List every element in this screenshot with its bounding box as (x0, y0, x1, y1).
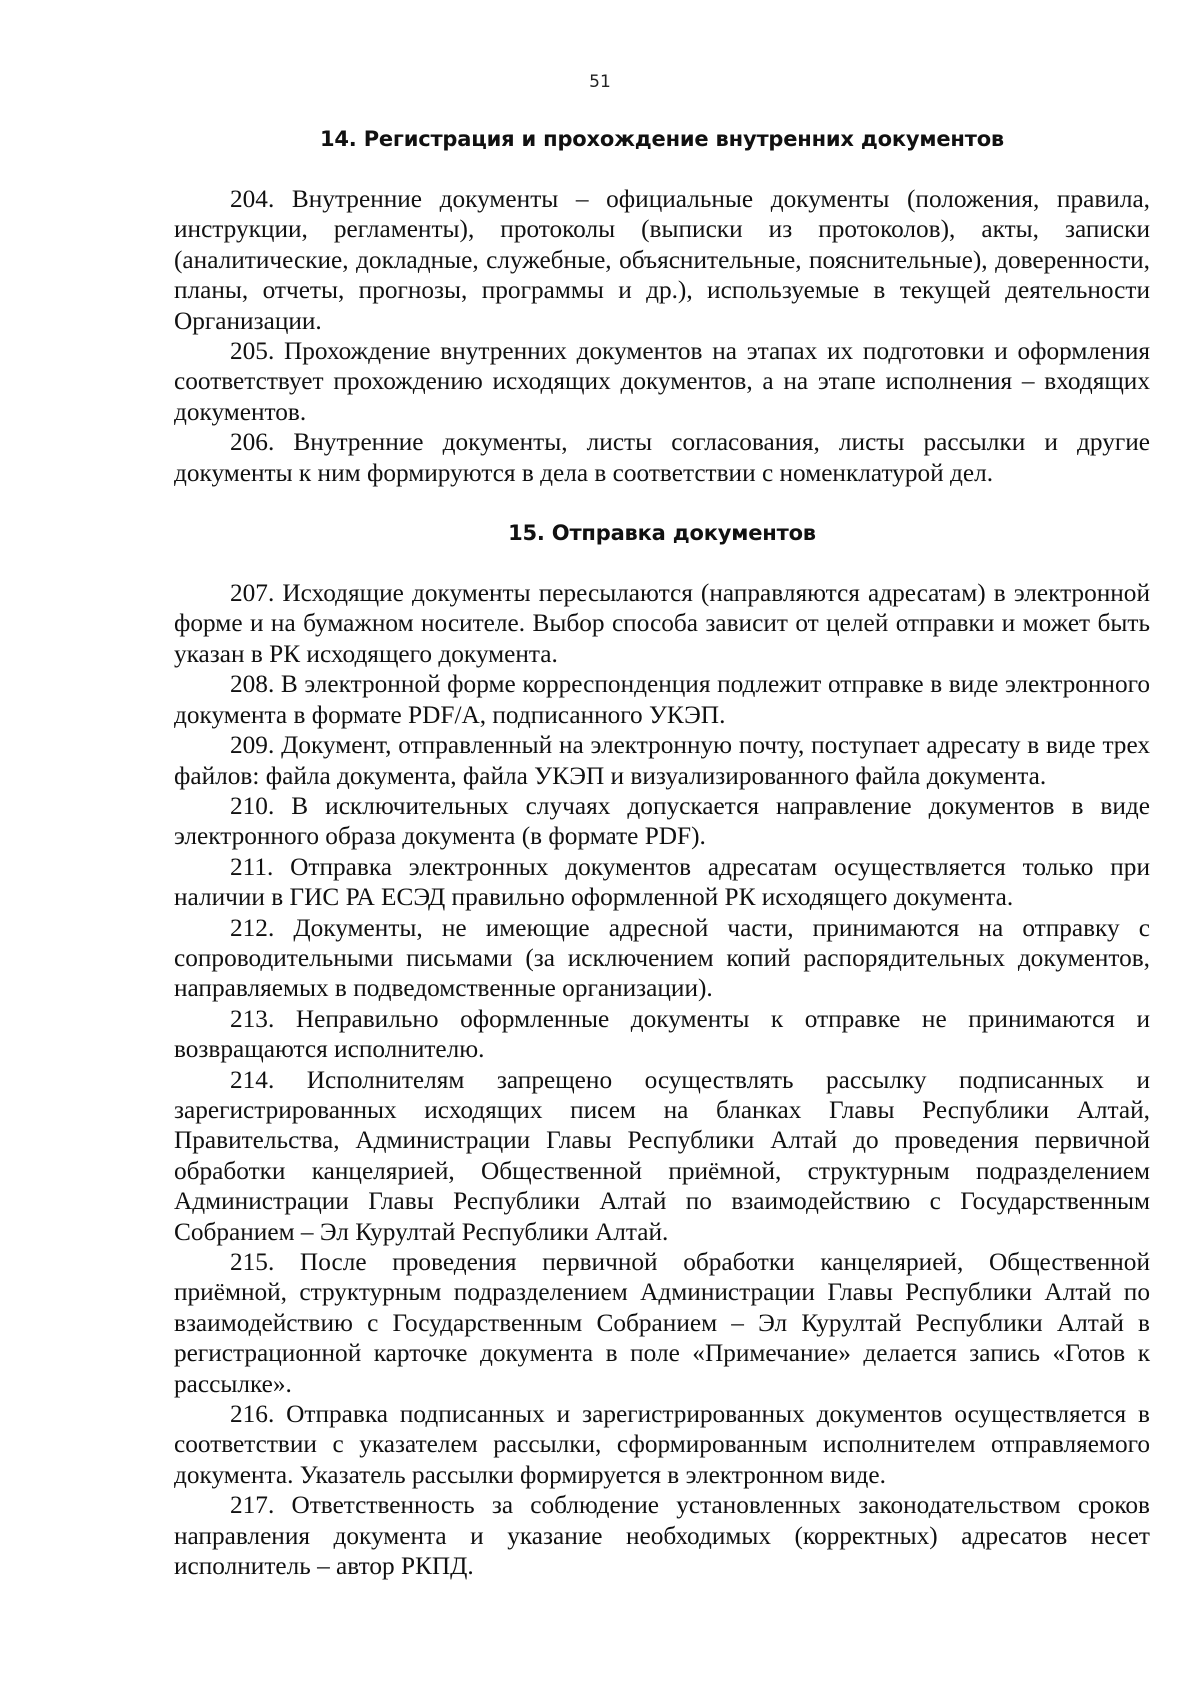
paragraph-214: 214. Исполнителям запрещено осуществлять рассылку подписанных и зарегистрированных исходящих писем на бланках Главы Республики Алтай, Правительства, Администрации Главы Республики Алтай до проведения первичной обработки канцелярией, Общественной приёмной, структурным подразделением Администрации Главы Республики Алтай по взаимодействию с Государственным Собранием – Эл Курултай Республики Алтай. (174, 1065, 1150, 1246)
paragraph-208: 208. В электронной форме корреспонденция подлежит отправке в виде электронного документа в формате PDF/A, подписанного УКЭП. (174, 670, 1150, 729)
paragraph-210: 210. В исключительных случаях допускается направление документов в виде электронного образа документа (в формате PDF). (174, 791, 1150, 851)
section-title-14: 14. Регистрация и прохождение внутренних документов (319, 127, 1005, 151)
paragraph-209: 209. Документ, отправленный на электронную почту, поступает адресату в виде трех файлов: файла документа, файла УКЭП и визуализированного файла документа. (174, 731, 1150, 790)
paragraph-204: 204. Внутренние документы – официальные документы (положения, правила, инструкции, регламенты), протоколы (выписки из протоколов), акты, записки (аналитические, докладные, служебные, объяснительные, пояснительные), доверенности, планы, отчеты, прогнозы, программы и др.), используемые в текущей деятельности Организации. (174, 185, 1150, 335)
paragraph-216: 216. Отправка подписанных и зарегистрированных документов осуществляется в соответствии с указателем рассылки, сформированным исполнителем отправляемого документа. Указатель рассылки формируется в электронном виде. (174, 1400, 1150, 1489)
page-number: 51 (589, 72, 611, 92)
document-body (174, 124, 1150, 1581)
paragraph-205: 205. Прохождение внутренних документов на этапах их подготовки и оформления соответствует прохождению исходящих документов, а на этапе исполнения – входящих документов. (174, 337, 1150, 426)
paragraph-212: 212. Документы, не имеющие адресной части, принимаются на отправку с сопроводительными письмами (за исключением копий распорядительных документов, направляемых в подведомственные организации). (174, 913, 1150, 1003)
paragraph-206: 206. Внутренние документы, листы согласования, листы рассылки и другие документы к ним формируются в дела в соответствии с номенклатурой дел. (174, 428, 1150, 487)
paragraph-207: 207. Исходящие документы пересылаются (направляются адресатам) в электронной форме и на бумажном носителе. Выбор способа зависит от целей отправки и может быть указан в РК исходящего документа. (174, 579, 1150, 668)
paragraph-215: 215. После проведения первичной обработки канцелярией, Общественной приёмной, структурным подразделением Администрации Главы Республики Алтай по взаимодействию с Государственным Собранием – Эл Курултай Республики Алтай в регистрационной карточке документа в поле «Примечание» делается запись «Готов к рассылке». (174, 1248, 1150, 1398)
paragraph-217: 217. Ответственность за соблюдение установленных законодательством сроков направления документа и указание необходимых (корректных) адресатов несет исполнитель – автор РКПД. (174, 1491, 1150, 1581)
paragraph-211: 211. Отправка электронных документов адресатам осуществляется только при наличии в ГИС РА ЕСЭД правильно оформленной РК исходящего документа. (174, 852, 1150, 912)
paragraph-213: 213. Неправильно оформленные документы к отправке не принимаются и возвращаются исполнителю. (174, 1004, 1150, 1064)
section-title-15: 15. Отправка документов (508, 521, 816, 546)
